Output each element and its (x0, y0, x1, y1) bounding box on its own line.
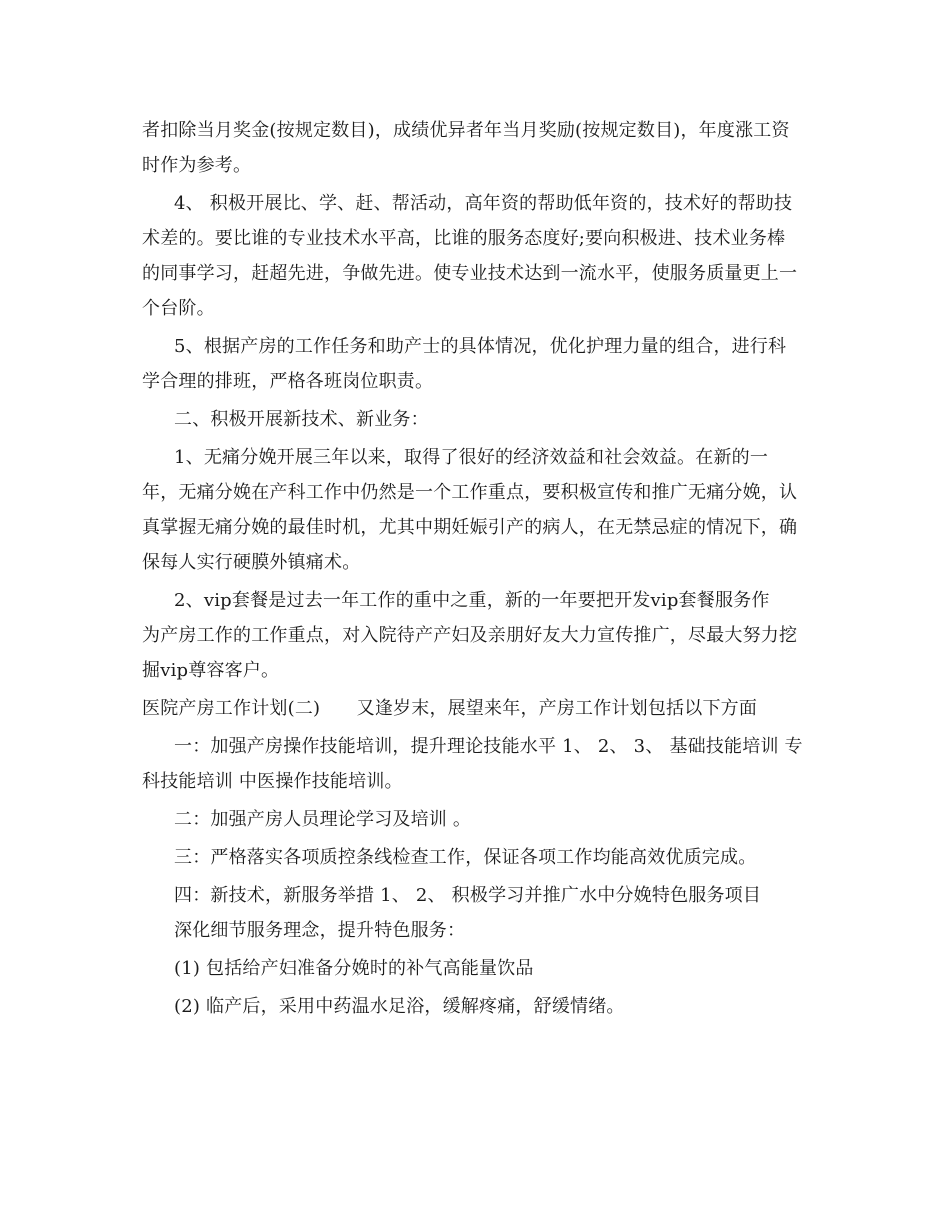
text-line: 为产房工作的工作重点，对入院待产产妇及亲朋好友大力宣传推广，尽最大努力挖 (142, 625, 798, 646)
text-line: 者扣除当月奖金(按规定数目)，成绩优异者年当月奖励(按规定数目)，年度涨工资 (142, 120, 790, 141)
text-line: 4、 积极开展比、学、赶、帮活动，高年资的帮助低年资的，技术好的帮助技 (174, 193, 793, 214)
text-line: 5、根据产房的工作任务和助产士的具体情况，优化护理力量的组合，进行科 (174, 336, 787, 357)
text-line: 真掌握无痛分娩的最佳时机，尤其中期妊娠引产的病人，在无禁忌症的情况下，确 (142, 517, 798, 538)
text-line: 保每人实行硬膜外镇痛术。 (142, 552, 361, 573)
text-line: 一：加强产房操作技能培训，提升理论技能水平 1、 2、 3、 基础技能培训 专 (174, 736, 803, 757)
text-line: 2、vip套餐是过去一年工作的重中之重，新的一年要把开发vip套餐服务作 (174, 590, 770, 611)
text-line: 学合理的排班，严格各班岗位职责。 (142, 371, 434, 392)
text-line: 二：加强产房人员理论学习及培训 。 (174, 809, 472, 830)
text-line: 三：严格落实各项质控条线检查工作，保证各项工作均能高效优质完成。 (174, 847, 757, 868)
list-item: (1) 包括给产妇准备分娩时的补气高能量饮品 (174, 958, 534, 979)
text-line: 的同事学习，赶超先进，争做先进。使专业技术达到一流水平，使服务质量更上一 (142, 263, 798, 284)
text-line: 时作为参考。 (142, 155, 252, 176)
text-line: 年，无痛分娩在产科工作中仍然是一个工作重点，要积极宣传和推广无痛分娩，认 (142, 482, 798, 503)
text-line: 个台阶。 (142, 298, 215, 319)
text-line: 1、无痛分娩开展三年以来，取得了很好的经济效益和社会效益。在新的一 (174, 447, 769, 468)
section-heading: 医院产房工作计划(二) 又逢岁末，展望来年，产房工作计划包括以下方面 (142, 698, 758, 719)
text-line: 术差的。要比谁的专业技术水平高，比谁的服务态度好;要向积极进、技术业务棒 (142, 228, 786, 249)
text-line: 掘vip尊容客户。 (142, 660, 280, 681)
list-item: (2) 临产后，采用中药温水足浴，缓解疼痛，舒缓情绪。 (174, 996, 625, 1017)
text-line: 二、积极开展新技术、新业务： (174, 409, 429, 430)
text-line: 深化细节服务理念，提升特色服务： (174, 920, 466, 941)
text-line: 科技能培训 中医操作技能培训。 (142, 771, 403, 792)
text-line: 四：新技术，新服务举措 1、 2、 积极学习并推广水中分娩特色服务项目 (174, 885, 762, 906)
